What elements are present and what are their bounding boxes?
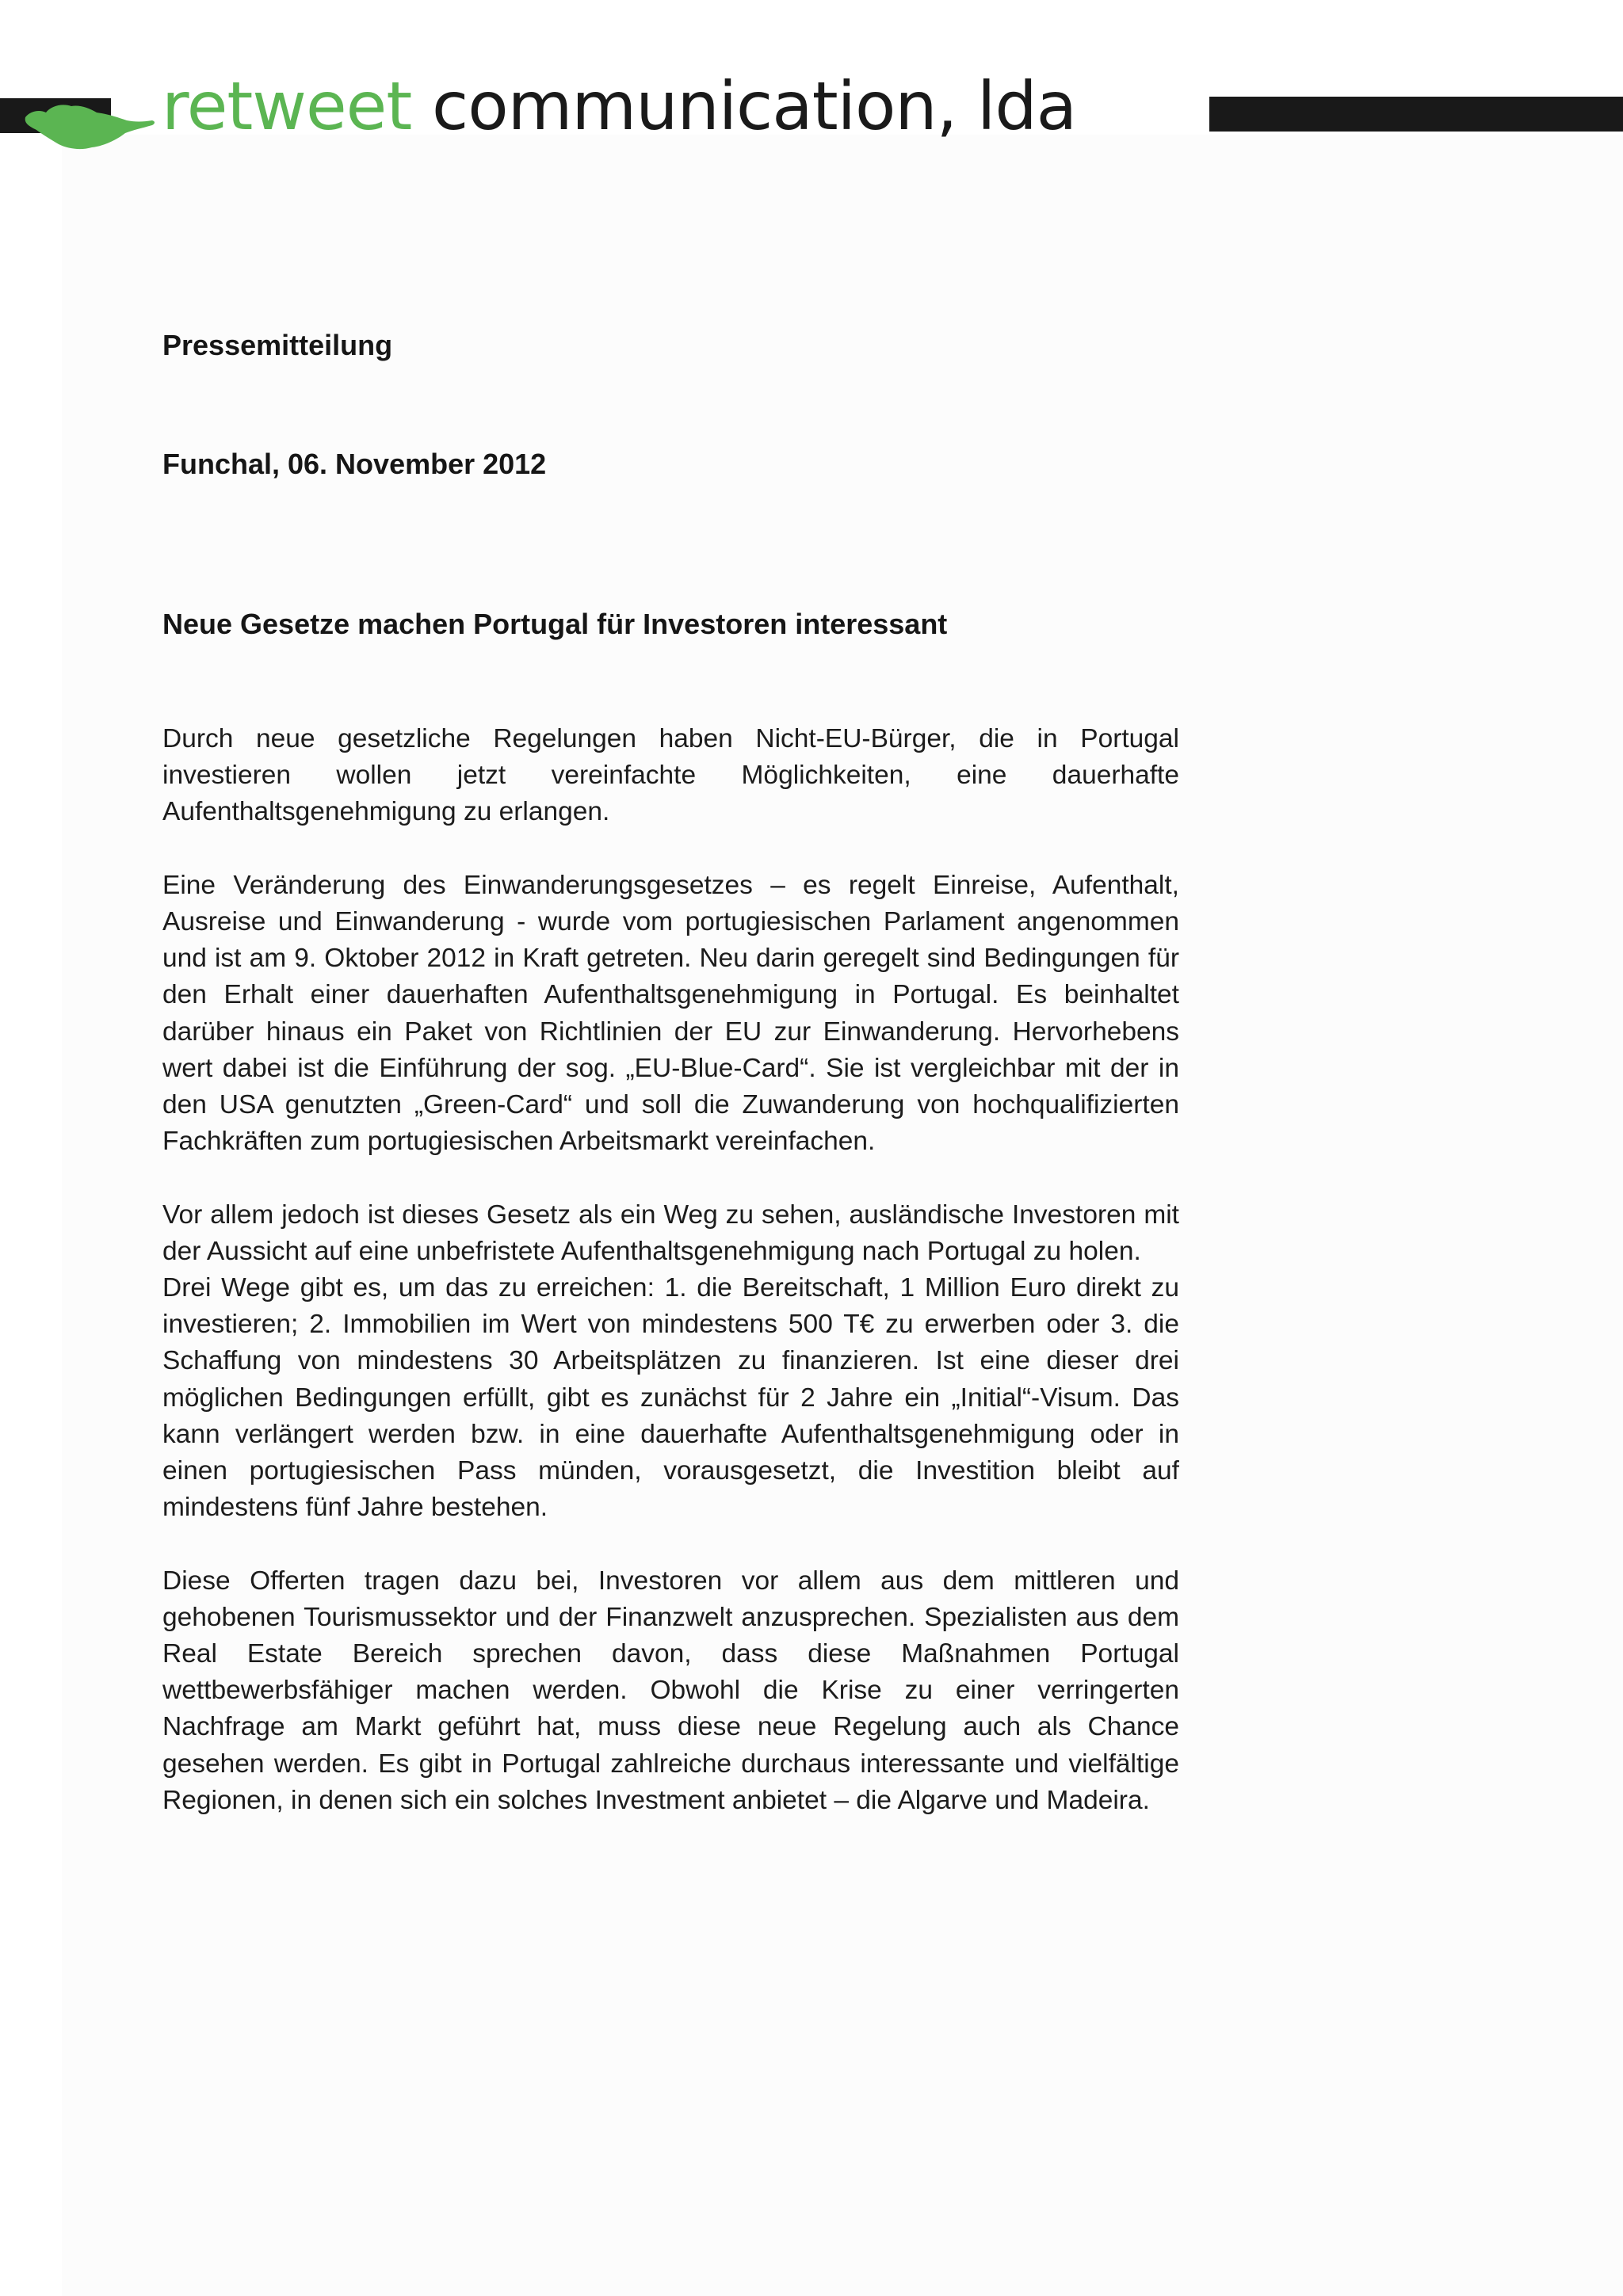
body-text	[162, 721, 1179, 1819]
brand-wordmark	[162, 67, 1076, 146]
madeira-island-icon	[22, 93, 157, 157]
headline: Neue Gesetze machen Portugal für Investoren interessant	[162, 608, 948, 640]
paragraph: Drei Wege gibt es, um das zu erreichen: 1. die Bereitschaft, 1 Million Euro direkt zu investieren; 2. Immobilien im Wert von mindestens 500 T€ zu erwerben oder 3. die Schaffung von mindestens 30 Arbeitsplätzen zu finanzieren. Ist eine dieser drei möglichen Bedingungen erfüllt, gibt es zunächst für 2 Jahre ein „Initial“-Visum. Das kann verlängert werden bzw. in eine dauerhafte Aufenthaltsgenehmigung oder in einen portugiesischen Pass münden, vorausgesetzt, die Investition bleibt auf mindestens fünf Jahre bestehen.	[162, 1273, 1179, 1523]
paragraph: Diese Offerten tragen dazu bei, Investoren vor allem aus dem mittleren und gehobenen Tourismussektor und der Finanzwelt anzusprechen. Spezialisten aus dem Real Estate Bereich sprechen davon, dass diese Maßnahmen Portugal wettbewerbsfähiger machen werden. Obwohl die Krise zu einer verringerten Nachfrage am Markt geführt hat, muss diese neue Regelung auch als Chance gesehen werden. Es gibt in Portugal zahlreiche durchaus interessante und vielfältige Regionen, in denen sich ein solches Investment anbietet – die Algarve und Madeira.	[162, 1566, 1179, 1815]
letterhead	[0, 0, 1623, 166]
date-line: Funchal, 06. November 2012	[162, 448, 547, 480]
letterhead-bar-right	[1209, 97, 1623, 132]
paragraph: Durch neue gesetzliche Regelungen haben Nicht-EU-Bürger, die in Portugal investieren wollen jetzt vereinfachte Möglichkeiten, eine dauerhafte Aufenthaltsgenehmigung zu erlangen.	[162, 724, 1179, 827]
paragraph: Eine Veränderung des Einwanderungsgesetzes – es regelt Einreise, Aufenthalt, Ausreise und Einwanderung - wurde vom portugiesischen Parlament angenommen und ist am 9. Oktober 2012 in Kraft getreten. Neu darin geregelt sind Bedingungen für den Erhalt einer dauerhaften Aufenthaltsgenehmigung in Portugal. Es beinhaltet darüber hinaus ein Paket von Richtlinien der EU zur Einwanderung. Hervorhebens wert dabei ist die Einführung der sog. „EU-Blue-Card“. Sie ist vergleichbar mit der in den USA genutzten „Green-Card“ und soll die Zuwanderung von hochqualifizierten Fachkräften zum portugiesischen Arbeitsmarkt vereinfachen.	[162, 870, 1179, 1157]
document-label: Pressemitteilung	[162, 329, 393, 361]
brand-accent-text: retweet	[162, 67, 412, 145]
paragraph: Vor allem jedoch ist dieses Gesetz als ein Weg zu sehen, ausländische Investoren mit der Aussicht auf eine unbefristete Aufenthaltsgenehmigung nach Portugal zu holen.	[162, 1199, 1179, 1266]
brand-rest-text: communication, lda	[411, 67, 1077, 145]
